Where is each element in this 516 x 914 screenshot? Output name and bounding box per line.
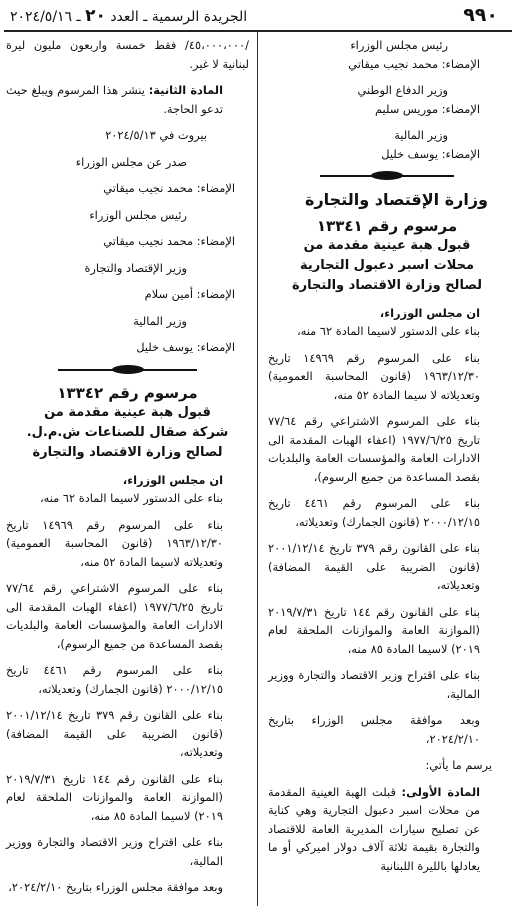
- signature-name: الإمضاء: أمين سلام: [144, 287, 235, 301]
- article-text: ينشر هذا المرسوم ويبلغ حيث تدعو الحاجة.: [6, 83, 223, 116]
- legal-basis: بناء على القانون رقم ٣٧٩ تاريخ ٢٠٠١/١٢/١٤ (قانون الضريبة على القيمة المضافة) وتعديلاته،: [268, 541, 481, 592]
- legal-basis: بناء على المرسوم الاشتراعي رقم ٧٧/٦٤ تاريخ ١٩٧٧/٦/٢٥ (اعفاء الهبات المقدمة الى الادارات العامة والمؤسسات العامة والبلديات بقصد المساعدة من جميع الرسوم)،: [6, 581, 223, 651]
- legal-basis: بناء على المرسوم رقم ١٤٩٦٩ تاريخ ١٩٦٣/١٢/٣٠ (قانون المحاسبة العمومية) وتعديلاته لا سيما المادة ٥٢ منه،: [268, 350, 480, 402]
- legal-basis: بناء على المرسوم رقم ١٤٩٦٩ تاريخ ١٩٦٣/١٢/٣٠ (قانون المحاسبة العمومية) وتعديلاته لاسيما المادة ٥٢ منه،: [6, 517, 223, 569]
- signature-title: رئيس مجلس الوزراء: [350, 38, 448, 52]
- decree-number: مرسوم رقم ١٣٣٤١: [316, 216, 458, 235]
- legal-basis: وبعد موافقة مجلس الوزراء بتاريخ ٢٠٢٤/٢/١٠،: [8, 880, 223, 894]
- legal-basis: بناء على المرسوم رقم ٤٤٦١ تاريخ ٢٠٠٠/١٢/١٥ (قانون الجمارك) وتعديلاته،: [268, 496, 480, 529]
- signature-name: الإمضاء: يوسف خليل: [136, 340, 235, 354]
- gazette-title: [10, 6, 247, 26]
- legal-basis: بناء على المرسوم الاشتراعي رقم ٧٧/٦٤ تاريخ ١٩٧٧/٦/٢٥ (اعفاء الهبات المقدمة الى الادارات العامة والمؤسسات العامة والبلديات بقصد المساعدة من جميع الرسوم)،: [268, 414, 480, 484]
- signature-title: وزير المالية: [394, 128, 448, 142]
- decree-subject: لصالح وزارة الاقتصاد والتجارة: [291, 277, 483, 293]
- decree-subject: لصالح وزارة الاقتصاد والتجارة: [32, 444, 223, 460]
- continued-text: /٤٥،٠٠٠،٠٠٠/ فقط خمسة واربعون مليون ليرة لبنانية لا غير.: [6, 38, 249, 71]
- decree-clause: يرسم ما يأتي:: [425, 758, 492, 772]
- page-header: [4, 4, 512, 28]
- decree-subject: شركة صقال للصناعات ش.م.ل.: [26, 424, 229, 440]
- column-divider: [257, 32, 258, 906]
- decree-subject: قبول هبة عينية مقدمة من: [303, 237, 471, 253]
- legal-basis: بناء على القانون رقم ١٤٤ تاريخ ٢٠١٩/٧/٣١ (الموازنة العامة والموازنات الملحقة لعام ٢٠١٩) لاسيما المادة ٨٥ منه،: [6, 771, 224, 823]
- signature-name: الإمضاء: يوسف خليل: [381, 146, 480, 161]
- decree-intro: ان مجلس الوزراء،: [379, 305, 480, 320]
- ministry-title: وزارة الإقتصاد والتجارة: [305, 190, 488, 209]
- article-two: [6, 81, 249, 118]
- signature-title: صدر عن مجلس الوزراء: [75, 154, 187, 169]
- article-label: المادة الثانية:: [148, 83, 223, 97]
- signature-name: الإمضاء: موريس سليم: [374, 101, 480, 116]
- legal-basis: بناء على المرسوم رقم ٤٤٦١ تاريخ ٢٠٠٠/١٢/١٥ (قانون الجمارك) وتعديلاته،: [6, 663, 223, 696]
- signature-title: وزير المالية: [133, 313, 187, 328]
- legal-basis: بناء على اقتراح وزير الاقتصاد والتجارة ووزير المالية،: [6, 835, 223, 868]
- decree-subject: قبول هبة عينية مقدمة من: [44, 404, 211, 420]
- signature-title: رئيس مجلس الوزراء: [89, 207, 187, 222]
- issue-number: ٢٠: [85, 6, 106, 26]
- right-column: [268, 36, 506, 875]
- decree-intro: ان مجلس الوزراء،: [122, 472, 223, 487]
- section-separator: [268, 169, 506, 183]
- decree-number: مرسوم رقم ١٣٣٤٢: [57, 383, 198, 402]
- signature-name: الإمضاء: محمد نجيب ميقاتي: [103, 181, 235, 195]
- header-divider: [4, 30, 512, 32]
- legal-basis: وبعد موافقة مجلس الوزراء بتاريخ ٢٠٢٤/٢/١٠،: [268, 713, 480, 746]
- legal-basis: بناء على الدستور لاسيما المادة ٦٢ منه،: [39, 491, 223, 505]
- legal-basis: بناء على القانون رقم ١٤٤ تاريخ ٢٠١٩/٧/٣١ (الموازنة العامة والموازنات الملحقة لعام ٢٠١٩) لاسيما المادة ٨٥ منه،: [268, 604, 481, 656]
- section-separator: [6, 363, 249, 377]
- signature-title: وزير الدفاع الوطني: [357, 83, 448, 97]
- article-one: [268, 783, 506, 876]
- article-text: قبلت الهبة العينية المقدمة من محلات اسبر دعبول التجارية وهي كناية عن تصليح سيارات المديرية العامة للاقتصاد والتجارة بقيمة ثلاثة آلاف دولار اميركي أو ما يعادلها بالليرة اللبنانية: [268, 784, 480, 873]
- legal-basis: بناء على اقتراح وزير الاقتصاد والتجارة ووزير المالية،: [268, 668, 480, 701]
- signature-name: الإمضاء: محمد نجيب ميقاتي: [103, 234, 235, 248]
- signature-title: وزير الإقتصاد والتجارة: [84, 260, 187, 275]
- legal-basis: بناء على القانون رقم ٣٧٩ تاريخ ٢٠٠١/١٢/١٤ (قانون الضريبة على القيمة المضافة) وتعديلاته،: [6, 708, 223, 759]
- page-number: ٩٩٠: [463, 4, 498, 26]
- left-column: [6, 36, 249, 897]
- article-label: المادة الأولى:: [401, 784, 480, 799]
- decree-subject: محلات اسبر دعبول التجارية: [300, 257, 474, 273]
- signature-name: الإمضاء: محمد نجيب ميقاتي: [348, 56, 480, 71]
- issue-date: ـ ٢٠٢٤/٥/١٦: [10, 9, 81, 25]
- legal-basis: بناء على الدستور لاسيما المادة ٦٢ منه،: [296, 324, 480, 338]
- place-date: بيروت في ٢٠٢٤/٥/١٣: [105, 128, 207, 142]
- gazette-name: الجريدة الرسمية ـ العدد: [110, 9, 248, 25]
